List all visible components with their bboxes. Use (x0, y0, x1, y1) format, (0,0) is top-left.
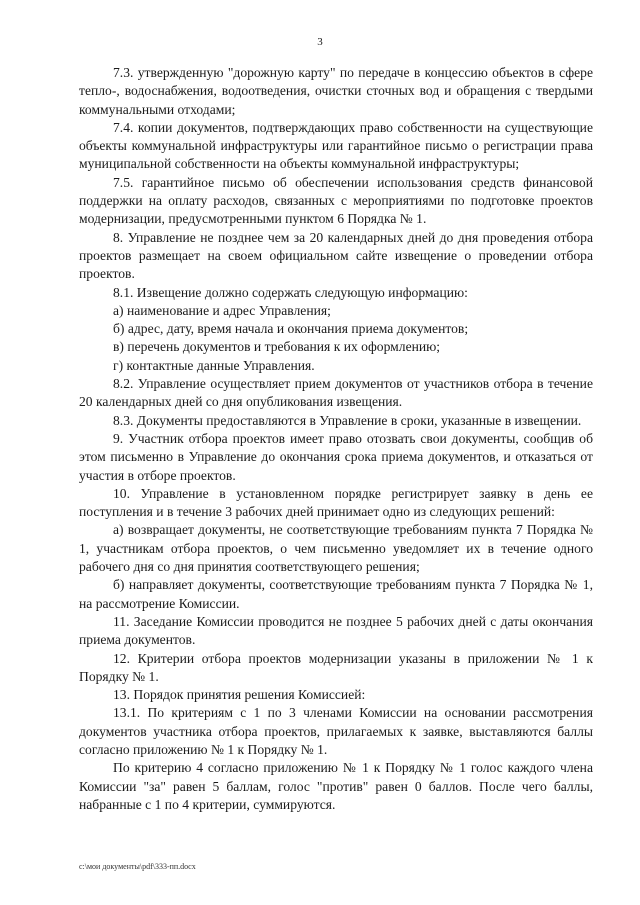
paragraph-8-1: 8.1. Извещение должно содержать следующую информацию: (113, 284, 468, 300)
footer-file-path: c:\мои документы\pdf\333-пп.docx (79, 862, 196, 871)
paragraph-7-4: 7.4. копии документов, подтверждающих право собственности на существующие объекты коммунальной инфраструктуры или гарантийное письмо о регистрации права муниципальной собственности на объекты коммунальной инфраструктуры; (79, 119, 593, 172)
paragraph-9: 9. Участник отбора проектов имеет право отозвать свои документы, сообщив об этом письменно в Управление до окончания срока приема документов, и отказаться от участия в отборе проектов. (79, 430, 593, 483)
paragraph-8-3: 8.3. Документы предоставляются в Управление в сроки, указанные в извещении. (113, 412, 582, 428)
paragraph-8: 8. Управление не позднее чем за 20 календарных дней до дня проведения отбора проектов размещает на своем официальном сайте извещение о проведении отбора проектов. (79, 229, 593, 282)
paragraph-12: 12. Критерии отбора проектов модернизации указаны в приложении № 1 к Порядку № 1. (79, 650, 593, 684)
paragraph-11: 11. Заседание Комиссии проводится не позднее 5 рабочих дней с даты окончания приема документов. (79, 613, 593, 648)
paragraph-7-3: 7.3. утвержденную "дорожную карту" по передаче в концессию объектов в сфере тепло-, водоснабжения, водоотведения, очистки сточных вод и обращения с твердыми коммунальными отходами; (79, 65, 593, 117)
paragraph-13-1: 13.1. По критериям с 1 по 3 членами Комиссии на основании рассмотрения документов участника отбора проектов, прилагаемых к заявке, выставляются баллы согласно приложению № 1 к Порядку № 1. (79, 705, 593, 757)
paragraph-8-1-a: а) наименование и адрес Управления; (113, 302, 331, 318)
paragraph-8-1-b: б) адрес, дату, время начала и окончания приема документов; (113, 321, 469, 337)
paragraph-10-a: а) возвращает документы, не соответствующие требованиям пункта 7 Порядка № 1, участникам отбора проектов, о чем письменно уведомляет их в течение одного рабочего дня со дня принятия соответствующего решения; (79, 522, 593, 575)
paragraph-8-2: 8.2. Управление осуществляет прием документов от участников отбора в течение 20 календарных дней со дня опубликования извещения. (79, 376, 593, 410)
paragraph-7-5: 7.5. гарантийное письмо об обеспечении использования средств финансовой поддержки на оплату расходов, связанных с мероприятиями по подготовке проектов модернизации, предусмотренными пунктом 6 Порядка № 1. (79, 174, 593, 227)
paragraph-10: 10. Управление в установленном порядке регистрирует заявку в день ее поступления и в течение 3 рабочих дней принимает одно из следующих решений: (79, 485, 593, 520)
paragraph-8-1-v: в) перечень документов и требования к их оформлению; (113, 339, 441, 355)
paragraph-13-1-criterion-4: По критерию 4 согласно приложению № 1 к Порядку № 1 голос каждого члена Комиссии "за" равен 5 баллам, голос "против" равен 0 баллов. После чего баллы, набранные с 1 по 4 критерии, суммируются. (79, 760, 593, 812)
document-body (79, 64, 593, 814)
paragraph-8-1-g: г) контактные данные Управления. (113, 357, 315, 373)
paragraph-13: 13. Порядок принятия решения Комиссией: (113, 687, 366, 703)
paragraph-10-b: б) направляет документы, соответствующие требованиям пункта 7 Порядка № 1, на рассмотрение Комиссии. (79, 577, 593, 611)
page-number: 3 (317, 36, 323, 48)
